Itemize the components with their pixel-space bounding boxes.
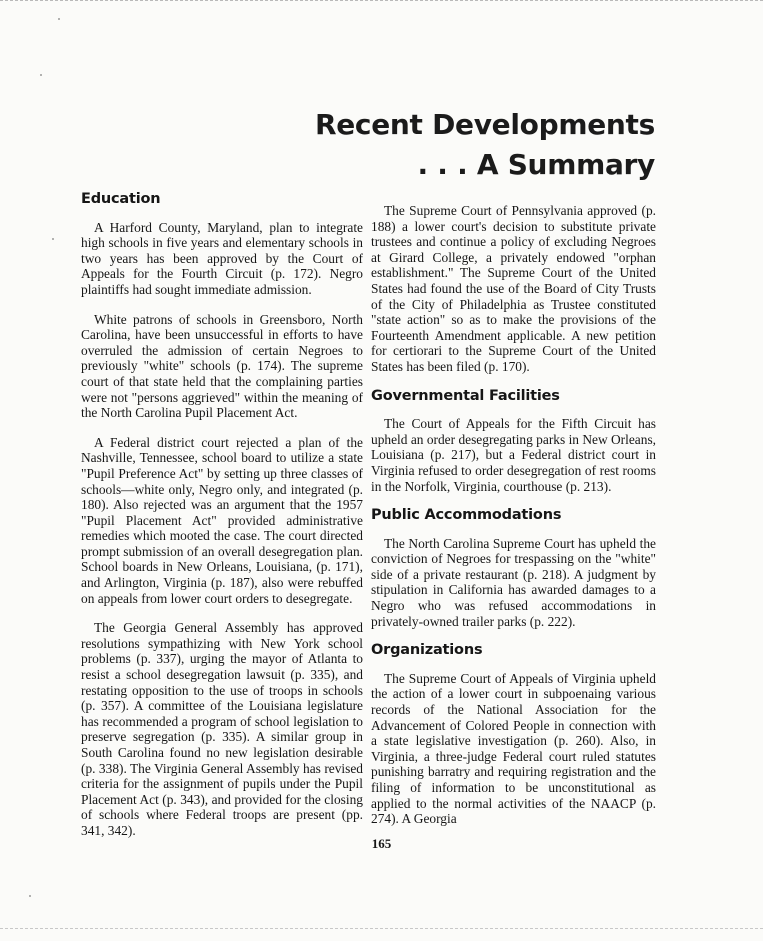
paragraph: White patrons of schools in Greensboro, North Carolina, have been unsuccessful in efforts to have overruled the admission of certain Negroes to previously "white" schools (p. 174). The supreme court of that state held that the complaining parties were not "persons aggrieved" within the meaning of the North Carolina Pupil Placement Act. bbox=[81, 311, 363, 421]
scan-speck bbox=[40, 74, 42, 76]
section-heading-education: Education bbox=[81, 191, 161, 207]
section-heading-organizations: Organizations bbox=[371, 642, 483, 659]
scan-speck bbox=[29, 895, 31, 897]
scan-speck bbox=[52, 238, 54, 240]
paragraph: A Federal district court rejected a plan of the Nashville, Tennessee, school board to utilize a state "Pupil Preference Act" by setting up three classes of schools—white only, Negro only, and integrated (p. 180). Also rejected was an argument that the 1957 "Pupil Placement Act" provided administrative remedies which mooted the case. The court directed prompt submission of an overall desegregation plan. School boards in New Orleans, Louisiana, (p. 171), and Arlington, Virginia (p. 187), also were rebuffed on appeals from lower court orders to desegregate. bbox=[81, 434, 363, 606]
paragraph: The Supreme Court of Appeals of Virginia upheld the action of a lower court in subpoenaing various records of the National Association for the Advancement of Colored People in connection with a state legislative investigation (p. 260). Also, in Virginia, a three-judge Federal court ruled statutes punishing barratry and requiring registration and the filing of information to be unconstitutional as applied to the normal activities of the NAACP (p. 274). A Georgia bbox=[371, 670, 656, 827]
section-heading-public-accommodations: Public Accommodations bbox=[371, 507, 562, 524]
page-title-line-1: Recent Developments bbox=[314, 108, 655, 141]
scan-edge-top bbox=[0, 0, 763, 1]
paragraph: The Supreme Court of Pennsylvania approved (p. 188) a lower court's decision to substitute private trustees and continue a policy of excluding Negroes at Girard College, a privately endowed "orphan establishment." The Supreme Court of the United States had found the use of the Board of City Trusts of the City of Philadelphia as Trustee constituted "state action" so as to make the provisions of the Fourteenth Amendment applicable. A new petition for certiorari to the Supreme Court of the United States has been filed (p. 170). bbox=[371, 203, 656, 374]
paragraph: The North Carolina Supreme Court has upheld the conviction of Negroes for trespassing on the "white" side of a private restaurant (p. 218). A judgment by stipulation in California has awarded damages to a Negro who was refused accommodations in privately-owned trailer parks (p. 222). bbox=[371, 535, 656, 629]
section-heading-governmental-facilities: Governmental Facilities bbox=[371, 387, 560, 404]
paragraph: A Harford County, Maryland, plan to integrate high schools in five years and elementary schools in two years has been approved by the Court of Appeals for the Fourth Circuit (p. 172). Negro plaintiffs had sought immediate admission. bbox=[81, 219, 363, 297]
right-column bbox=[371, 203, 656, 841]
paragraph: The Georgia General Assembly has approved resolutions sympathizing with New York school problems (p. 337), urging the mayor of Atlanta to resist a school desegregation lawsuit (p. 335), and restating opposition to the use of troops in schools (p. 357). A committee of the Louisiana legislature has recommended a program of school legislation to preserve segregation (p. 335). A similar group in South Carolina found no new legislation desirable (p. 338). The Virginia General Assembly has revised criteria for the assignment of pupils under the Pupil Placement Act (p. 343), and provided for the closing of schools where Federal troops are present (pp. 341, 342). bbox=[81, 620, 363, 838]
left-column bbox=[81, 192, 363, 853]
page-number: 165 bbox=[371, 836, 392, 851]
page-title-line-2: . . . A Summary bbox=[417, 148, 655, 181]
scan-speck bbox=[58, 18, 60, 20]
scan-edge-bottom bbox=[0, 928, 763, 929]
paragraph: The Court of Appeals for the Fifth Circuit has upheld an order desegregating parks in New Orleans, Louisiana (p. 217), but a Federal district court in Virginia refused to order desegregation of rest rooms in the Norfolk, Virginia, courthouse (p. 213). bbox=[371, 416, 656, 494]
